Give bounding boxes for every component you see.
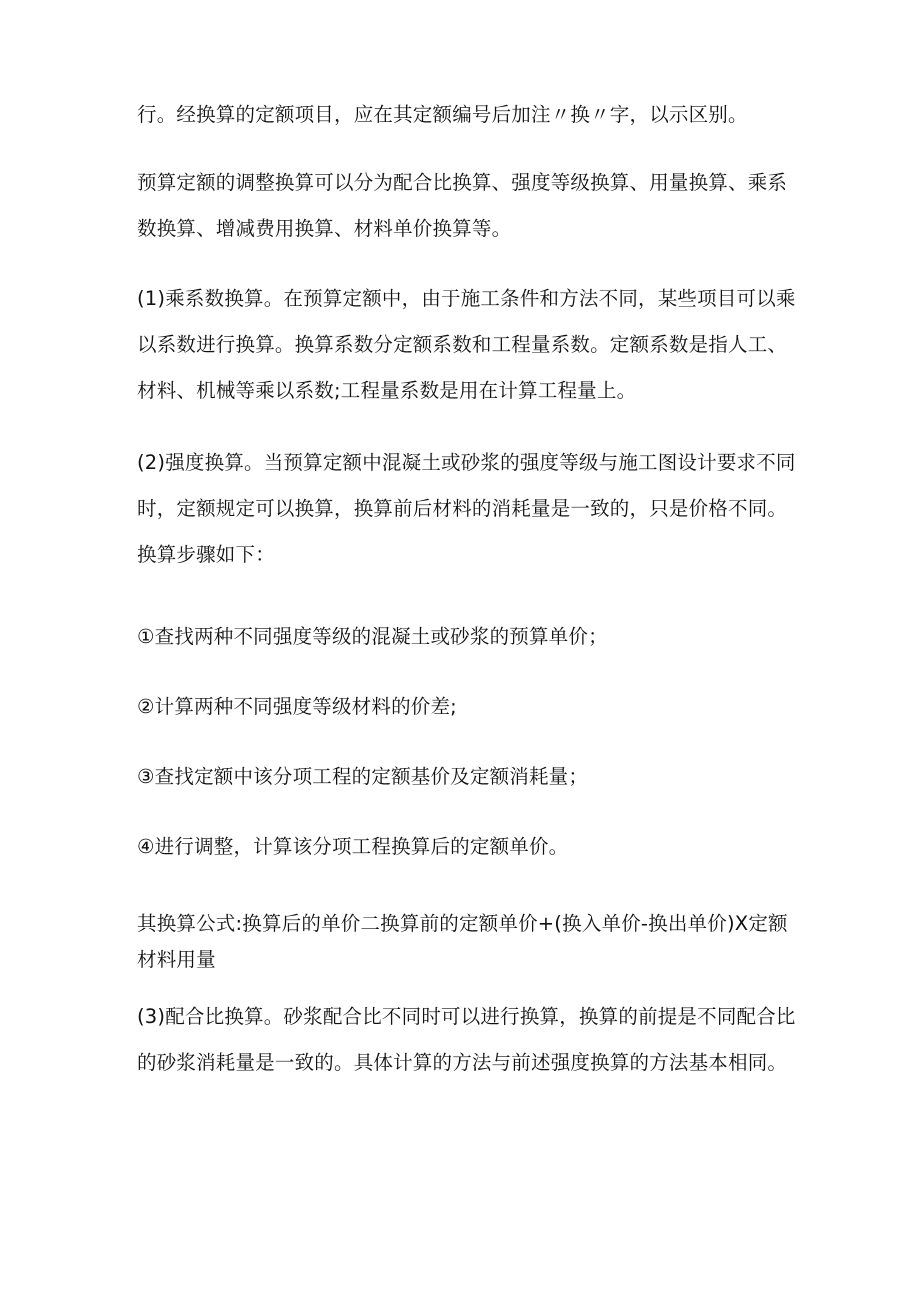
paragraph-step-1: ①查找两种不同强度等级的混凝土或砂浆的预算单价； <box>137 625 608 648</box>
paragraph-coefficient-conversion: (1)乘系数换算。在预算定额中，由于施工条件和方法不同，某些项目可以乘以系数进行换算。换算系数分定额系数和工程量系数。定额系数是指人工、材料、机械等乘以系数;工程量系数是用在计算工程量上。 <box>137 287 796 402</box>
paragraph-mix-ratio-conversion: (3)配合比换算。砂浆配合比不同时可以进行换算，换算的前提是不同配合比的砂浆消耗量是一致的。具体计算的方法与前述强度换算的方法基本相同。 <box>137 1005 796 1074</box>
paragraph-step-4: ④进行调整，计算该分项工程换算后的定额单价。 <box>137 835 569 858</box>
paragraph-step-3: ③查找定额中该分项工程的定额基价及定额消耗量； <box>137 765 589 788</box>
paragraph-intro-continuation: 行。经换算的定额项目，应在其定额编号后加注〃换〃字，以示区别。 <box>137 103 748 126</box>
paragraph-strength-conversion: (2)强度换算。当预算定额中混凝土或砂浆的强度等级与施工图设计要求不同时，定额规定可以换算，换算前后材料的消耗量是一致的，只是价格不同。换算步骤如下： <box>137 451 796 566</box>
paragraph-step-2: ②计算两种不同强度等级材料的价差; <box>137 695 457 718</box>
paragraph-formula: 其换算公式:换算后的单价二换算前的定额单价+(换入单价-换出单价)X定额材料用量 <box>137 912 788 971</box>
paragraph-adjustment-types: 预算定额的调整换算可以分为配合比换算、强度等级换算、用量换算、乘系数换算、增减费用换算、材料单价换算等。 <box>137 171 788 240</box>
